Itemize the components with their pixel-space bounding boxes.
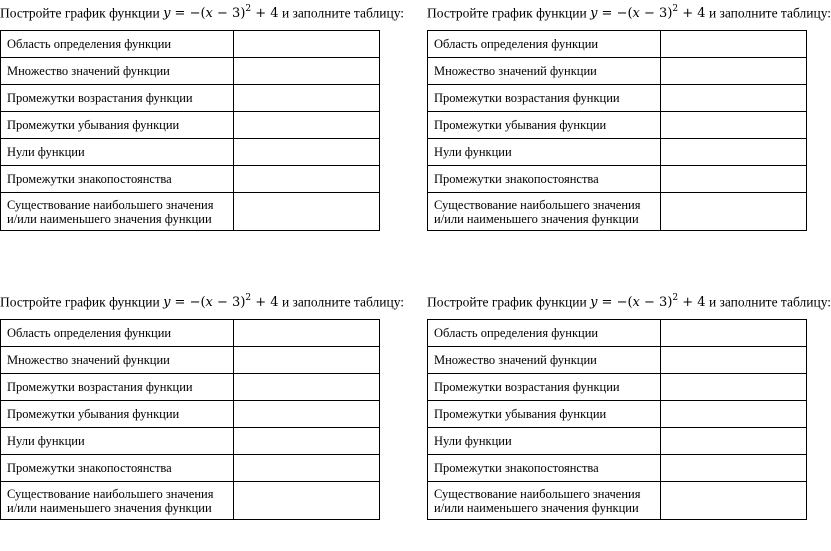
row-label: Промежутки возрастания функции [1,374,234,401]
table-row [1,347,380,374]
row-label: Нули функции [428,428,661,455]
table-row [428,455,807,482]
title-suffix: и заполните таблицу: [281,5,405,21]
table-row [1,139,380,166]
answer-cell[interactable] [233,320,380,347]
answer-cell[interactable] [233,31,380,58]
table-row [428,482,807,520]
table-row [1,85,380,112]
table-row [1,374,380,401]
properties-table [427,319,807,520]
table-row [428,85,807,112]
function-formula: $y = -(x - 3)^2 + 4$ [590,4,706,22]
table-row [1,166,380,193]
answer-cell[interactable] [660,320,807,347]
row-label: Промежутки убывания функции [428,112,661,139]
table-row [428,112,807,139]
answer-cell[interactable] [660,482,807,520]
function-formula: $y = -(x - 3)^2 + 4$ [163,293,279,311]
row-label: Промежутки возрастания функции [428,85,661,112]
row-label: Промежутки возрастания функции [428,374,661,401]
row-label: Множество значений функции [428,58,661,85]
title-prefix: Постройте график функции [0,5,160,21]
title-suffix: и заполните таблицу: [708,294,831,310]
row-label: Промежутки знакопостоянства [428,166,661,193]
title-prefix: Постройте график функции [0,294,160,310]
answer-cell[interactable] [233,374,380,401]
properties-table [0,30,380,231]
answer-cell[interactable] [233,112,380,139]
row-label: Существование наибольшего значения и/или наименьшего значения функции [1,193,234,231]
answer-cell[interactable] [660,58,807,85]
row-label: Область определения функции [428,31,661,58]
answer-cell[interactable] [660,139,807,166]
answer-cell[interactable] [233,401,380,428]
function-formula: $y = -(x - 3)^2 + 4$ [590,293,706,311]
task-title [427,0,831,22]
answer-cell[interactable] [660,347,807,374]
answer-cell[interactable] [233,166,380,193]
answer-cell[interactable] [233,139,380,166]
row-label: Существование наибольшего значения и/или наименьшего значения функции [428,193,661,231]
answer-cell[interactable] [660,112,807,139]
title-prefix: Постройте график функции [427,294,587,310]
row-label: Промежутки знакопостоянства [428,455,661,482]
title-suffix: и заполните таблицу: [281,294,405,310]
row-label: Множество значений функции [428,347,661,374]
table-row [428,166,807,193]
properties-table [427,30,807,231]
function-formula: $y = -(x - 3)^2 + 4$ [163,4,279,22]
row-label: Область определения функции [1,31,234,58]
table-row [428,31,807,58]
table-row [428,193,807,231]
table-row [428,347,807,374]
table-row [428,58,807,85]
row-label: Промежутки убывания функции [1,112,234,139]
answer-cell[interactable] [660,374,807,401]
answer-cell[interactable] [660,428,807,455]
row-label: Промежутки возрастания функции [1,85,234,112]
row-label: Существование наибольшего значения и/или наименьшего значения функции [1,482,234,520]
table-row [1,428,380,455]
task-block-1 [0,0,405,226]
row-label: Промежутки знакопостоянства [1,455,234,482]
table-row [428,139,807,166]
table-row [1,482,380,520]
answer-cell[interactable] [660,401,807,428]
table-row [428,374,807,401]
row-label: Область определения функции [428,320,661,347]
properties-table [0,319,380,520]
task-title [427,289,831,311]
task-block-3 [0,289,405,515]
row-label: Промежутки убывания функции [1,401,234,428]
table-row [428,401,807,428]
answer-cell[interactable] [233,58,380,85]
table-row [428,428,807,455]
row-label: Область определения функции [1,320,234,347]
table-row [428,320,807,347]
answer-cell[interactable] [660,85,807,112]
row-label: Нули функции [1,139,234,166]
answer-cell[interactable] [660,31,807,58]
row-label: Промежутки знакопостоянства [1,166,234,193]
answer-cell[interactable] [660,193,807,231]
row-label: Множество значений функции [1,58,234,85]
table-row [1,193,380,231]
table-row [1,455,380,482]
task-title [0,289,405,311]
table-row [1,58,380,85]
table-row [1,112,380,139]
row-label: Нули функции [1,428,234,455]
row-label: Существование наибольшего значения и/или наименьшего значения функции [428,482,661,520]
table-row [1,31,380,58]
answer-cell[interactable] [233,347,380,374]
answer-cell[interactable] [233,428,380,455]
answer-cell[interactable] [660,455,807,482]
title-prefix: Постройте график функции [427,5,587,21]
row-label: Нули функции [428,139,661,166]
row-label: Промежутки убывания функции [428,401,661,428]
task-title [0,0,405,22]
task-block-4 [427,289,831,515]
table-row [1,401,380,428]
title-suffix: и заполните таблицу: [708,5,831,21]
answer-cell[interactable] [233,85,380,112]
task-block-2 [427,0,831,226]
row-label: Множество значений функции [1,347,234,374]
answer-cell[interactable] [233,482,380,520]
answer-cell[interactable] [233,455,380,482]
answer-cell[interactable] [233,193,380,231]
answer-cell[interactable] [660,166,807,193]
table-row [1,320,380,347]
